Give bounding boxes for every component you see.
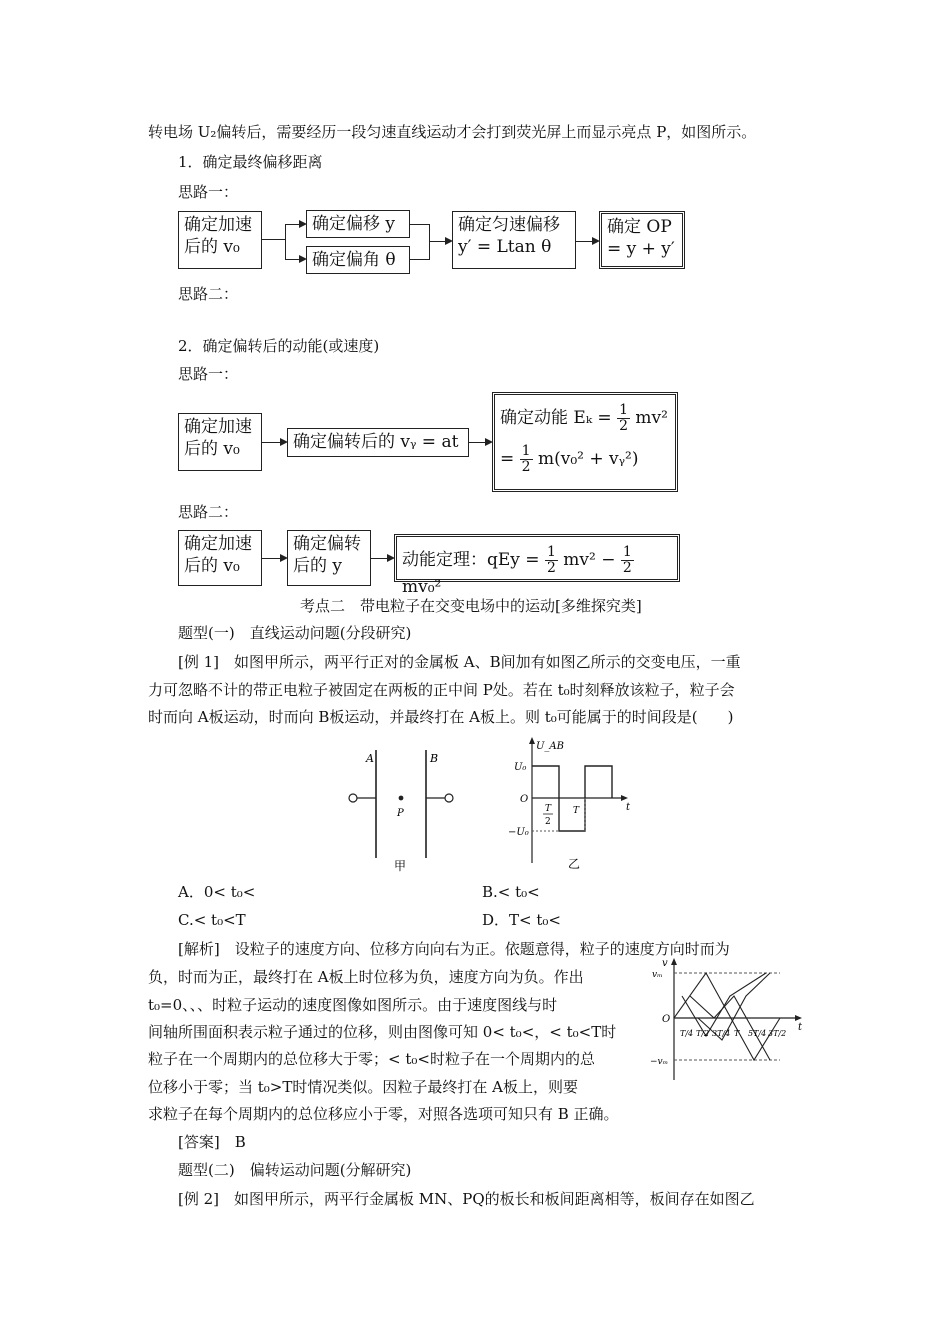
example1-line2: 力可忽略不计的带正电粒子被固定在两板的正中间 P处。若在 t₀时刻释放该粒子，粒子会 (148, 681, 735, 699)
u0-label: U₀ (514, 762, 527, 773)
flow1-box-op-line1: 确定 OP (607, 217, 672, 237)
flow1-box-uniform (452, 211, 576, 269)
flow2-energy-sum: m(v₀² + vᵧ²) (537, 449, 639, 469)
flow1-box-uniform-line1: 确定匀速偏移 (458, 215, 560, 235)
flow2-box-accel-line2: 后的 v₀ (184, 439, 240, 459)
flow2-energy-mv2: mv² (635, 408, 668, 428)
flow2-box-accel (178, 413, 262, 471)
flow1-box-op-line2: = y + y′ (607, 239, 675, 259)
flow3-frac2-den: 2 (622, 560, 632, 576)
type1-heading: 题型(一) 直线运动问题(分段研究) (178, 624, 412, 642)
flow2-arrow-2 (469, 442, 491, 443)
tick-t: T (573, 806, 580, 816)
flow3-frac2-num: 1 (622, 544, 632, 560)
flow1-split-vertical (285, 224, 286, 259)
section2-idea2-label: 思路二： (178, 503, 239, 521)
example2-line1: [例 2] 如图甲所示，两平行金属板 MN、PQ的板长和板间距离相等，板间存在如图乙 (178, 1190, 755, 1208)
section1-idea1-label: 思路一： (178, 183, 239, 201)
velocity-origin: O (662, 1014, 671, 1025)
flow1-box-angle: 确定偏角 θ (306, 246, 410, 274)
analysis-line5: 粒子在一个周期内的总位移大于零；< t₀<时粒子在一个周期内的总 (148, 1050, 595, 1068)
velocity-curve-t0-quarter (690, 996, 770, 1060)
neg-u0-label: −U₀ (508, 827, 529, 838)
section2-heading: 2．确定偏转后的动能(或速度) (178, 337, 380, 355)
option-b: B.< t₀< (482, 883, 540, 901)
answer: [答案] B (178, 1133, 246, 1151)
flow2-frac2-num: 1 (521, 443, 531, 459)
vtick-4: T (734, 1029, 740, 1038)
voltage-origin: O (520, 794, 529, 805)
label-b: B (430, 752, 439, 765)
flow3-frac2 (621, 545, 634, 576)
voltage-y-label: U_AB (536, 741, 564, 752)
example1-line3: 时而向 A板运动，时而向 B板运动，并最终打在 A板上。则 t₀可能属于的时间段是( ) (148, 708, 734, 726)
example1-line1: [例 1] 如图甲所示，两平行正对的金属板 A、B间加有如图乙所示的交变电压，一重 (178, 653, 741, 671)
figure-velocity (650, 956, 810, 1082)
flow2-frac-num: 1 (619, 402, 628, 418)
option-a: A．0< t₀< (178, 883, 256, 901)
caption-jia: 甲 (394, 859, 407, 873)
vm-label: vₘ (652, 970, 663, 980)
intro-text: 转电场 U₂偏转后，需要经历一段匀速直线运动才会打到荧光屏上而显示亮点 P，如图所示。 (148, 123, 757, 141)
flow1-merge-top (410, 224, 430, 225)
figure-plates (340, 738, 470, 878)
flow2-energy-prefix: 确定动能 Eₖ = (500, 408, 612, 428)
flow1-split-line (262, 239, 286, 240)
vtick-6: 3T/2 (768, 1029, 787, 1038)
kaodian-heading: 考点二 带电粒子在交变电场中的运动[多维探究类] (300, 597, 642, 615)
analysis-line1: [解析] 设粒子的速度方向、位移方向向右为正。依题意得，粒子的速度方向时而为 (178, 940, 730, 958)
section1-idea2-label: 思路二： (178, 285, 239, 303)
velocity-t-label: t (798, 1022, 803, 1033)
vtick-1: T/4 (680, 1029, 694, 1038)
flow1-box-uniform-line2: y′ = Ltan θ (458, 237, 552, 257)
flow3-frac1-num: 1 (546, 544, 556, 560)
velocity-y-arrow (671, 958, 677, 965)
analysis-line4: 间轴所围面积表示粒子通过的位移，则由图像可知 0< t₀<，< t₀<T时 (148, 1023, 617, 1041)
flow3-theorem-line (402, 545, 672, 598)
flow2-frac2-den: 2 (521, 459, 531, 475)
flow2-box-energy (492, 392, 678, 492)
flow2-box-accel-line1: 确定加速 (184, 417, 252, 437)
vtick-2: T/2 (696, 1029, 710, 1038)
tick-half-den: 2 (545, 817, 551, 827)
analysis-line3: t₀=0、、、时粒子运动的速度图像如图所示。由于速度图线与时 (148, 996, 558, 1014)
flow2-energy-frac (617, 403, 630, 434)
flow3-theorem-mid: mv² − (563, 550, 616, 570)
type2-heading: 题型(二) 偏转运动问题(分解研究) (178, 1161, 412, 1179)
flow3-box-accel-line2: 后的 v₀ (184, 556, 240, 576)
voltage-t-arrow (621, 795, 628, 801)
flow2-arrow-1 (262, 442, 286, 443)
flow2-energy-line2 (500, 444, 670, 475)
flow1-arrow-offset (285, 224, 305, 225)
flow2-energy-frac2 (520, 444, 533, 475)
flow2-box-vy: 确定偏转后的 vᵧ = at (287, 428, 469, 457)
flow3-theorem-prefix: 动能定理：qEy = (402, 550, 540, 570)
vtick-5: 5T/4 (748, 1029, 767, 1038)
flow3-arrow-1 (262, 558, 286, 559)
option-c: C.< t₀<T (178, 911, 246, 929)
velocity-t-arrow (795, 1015, 802, 1021)
flow3-arrow-2 (371, 558, 393, 559)
velocity-y-label: v (662, 958, 668, 969)
voltage-y-arrow (529, 737, 535, 744)
caption-yi: 乙 (568, 857, 581, 871)
figure-voltage (500, 735, 650, 875)
analysis-line6: 位移小于零；当 t₀>T时情况类似。因粒子最终打在 A板上，则要 (148, 1078, 578, 1096)
flow3-frac1 (545, 545, 558, 576)
terminal-a (349, 794, 357, 802)
flow1-box-accel (178, 211, 262, 269)
analysis-line2: 负，时而为正，最终打在 A板上时位移为负，速度方向为负。作出 (148, 968, 584, 986)
flow1-box-op (599, 211, 685, 269)
vtick-3: 3T/4 (712, 1029, 731, 1038)
particle-dot (399, 796, 404, 801)
section1-heading: 1．确定最终偏移距离 (178, 153, 323, 171)
flow2-energy-eq: = (500, 449, 515, 469)
flow1-merge-bottom (410, 259, 430, 260)
flow1-arrow-op (576, 241, 598, 242)
flow3-box-accel (178, 530, 262, 586)
flow3-box-accel-line1: 确定加速 (184, 534, 252, 554)
velocity-curve-t0-0 (674, 973, 780, 1060)
flow1-box-accel-line1: 确定加速 (184, 215, 252, 235)
flow3-theorem-post: mv₀² (402, 577, 442, 597)
terminal-b (445, 794, 453, 802)
tick-half-num: T (545, 804, 552, 814)
flow3-frac1-den: 2 (546, 560, 556, 576)
flow1-arrow-uniform (429, 241, 451, 242)
flow3-box-theorem (394, 534, 680, 597)
label-p: P (397, 808, 404, 819)
flow2-energy-line1 (500, 403, 670, 434)
option-d: D．T< t₀< (482, 911, 561, 929)
flow3-box-deflect-line2: 后的 y (293, 556, 343, 576)
flow1-box-accel-line2: 后的 v₀ (184, 237, 240, 257)
flow1-merge-vertical (429, 224, 430, 260)
flow1-box-offset: 确定偏移 y (306, 210, 410, 238)
flow2-frac-den: 2 (619, 418, 628, 434)
analysis-line7: 求粒子在每个周期内的总位移应小于零，对照各选项可知只有 B 正确。 (148, 1105, 619, 1123)
flow3-box-deflect (287, 530, 371, 586)
voltage-t-label: t (626, 802, 631, 813)
neg-vm-label: −vₘ (650, 1057, 669, 1067)
section2-idea1-label: 思路一： (178, 365, 239, 383)
flow1-arrow-angle (285, 259, 305, 260)
flow3-box-deflect-line1: 确定偏转 (293, 534, 361, 554)
label-a: A (366, 752, 374, 765)
